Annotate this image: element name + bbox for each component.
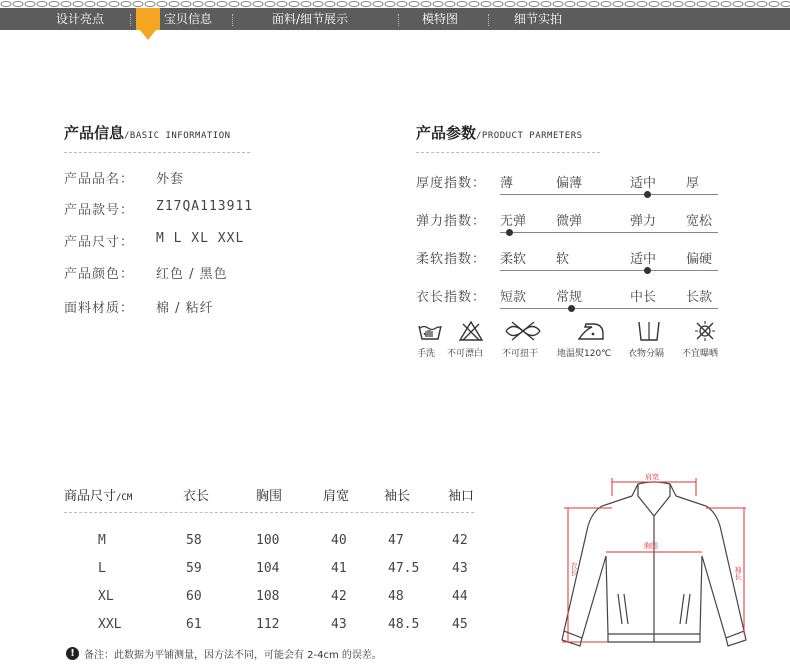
param-option: 软: [556, 252, 570, 267]
size-table-cell: 42: [452, 533, 468, 548]
nav-model-photos[interactable]: 模特图: [422, 12, 459, 26]
param-label: 衣长指数：: [416, 290, 487, 305]
chain-border: [0, 0, 790, 8]
size-table-cell: 40: [331, 533, 347, 548]
size-table-cell: 47: [388, 533, 404, 548]
size-table-cell: 47.5: [388, 561, 420, 576]
size-table-cell: 48: [388, 589, 404, 604]
size-table-cell: XL: [98, 589, 114, 604]
nav-product-info[interactable]: 宝贝信息: [164, 12, 213, 26]
info-label-material: 面料材质：: [64, 301, 135, 316]
param-option: 偏薄: [556, 176, 583, 191]
nav-design-highlights[interactable]: 设计亮点: [56, 12, 105, 26]
size-table-cell: 44: [452, 589, 468, 604]
param-option: 适中: [630, 252, 657, 267]
size-table-cell: 43: [452, 561, 468, 576]
chest-label: 胸围: [644, 542, 658, 550]
param-selected-dot: [644, 191, 651, 198]
param-option: 长款: [686, 290, 713, 305]
info-label-style-no: 产品款号：: [64, 203, 135, 218]
param-scale-line: [500, 232, 718, 233]
size-table-cell: 104: [256, 561, 280, 576]
jacket-outline-icon: [562, 482, 746, 646]
param-option: 薄: [500, 176, 514, 191]
size-table-header-length: 衣长: [183, 489, 210, 504]
param-option: 常规: [556, 290, 583, 305]
nav-divider: [398, 14, 399, 26]
info-value-style-no: Z17QA113911: [156, 199, 254, 214]
size-table-cell: 112: [256, 617, 280, 632]
param-label: 厚度指数：: [416, 176, 487, 191]
size-table-cell: 108: [256, 589, 280, 604]
size-table-cell: 100: [256, 533, 280, 548]
info-label-sizes: 产品尺寸：: [64, 235, 135, 250]
param-selected-dot: [644, 267, 651, 274]
param-label: 弹力指数：: [416, 214, 487, 229]
size-table-header-chest: 胸围: [256, 489, 283, 504]
info-icon: !: [66, 647, 79, 660]
info-value-sizes: M L XL XXL: [156, 231, 245, 246]
info-value-name: 外套: [156, 172, 185, 187]
top-nav: [0, 8, 790, 30]
size-table-cell: 48.5: [388, 617, 420, 632]
size-table-cell: 60: [186, 589, 202, 604]
size-table-header-cuff: 袖口: [448, 489, 475, 504]
no-bleach-icon: [458, 320, 484, 342]
info-value-material: 棉 / 粘纤: [156, 301, 214, 316]
size-table-cell: L: [98, 561, 106, 576]
care-label-separate: 衣物分隔: [628, 349, 665, 359]
divider: [416, 152, 600, 153]
care-label-no-bleach: 不可漂白: [447, 349, 484, 359]
size-table-cell: 43: [331, 617, 347, 632]
param-option: 宽松: [686, 214, 713, 229]
sleeve-label: 袖长: [734, 566, 742, 580]
size-table-cell: 61: [186, 617, 202, 632]
param-option: 无弹: [500, 214, 527, 229]
param-option: 中长: [630, 290, 657, 305]
jacket-measurement-diagram: [554, 466, 754, 666]
size-table-cell: 58: [186, 533, 202, 548]
separate-wash-icon: [636, 320, 662, 342]
param-selected-dot: [568, 305, 575, 312]
nav-fabric-details[interactable]: 面料/细节展示: [272, 12, 349, 26]
size-table-header-shoulder: 肩宽: [323, 489, 350, 504]
product-info-heading: 产品信息/BASIC INFORMATION: [64, 124, 231, 142]
size-table-cell: 59: [186, 561, 202, 576]
product-params-heading: 产品参数/PRODUCT PARMETERS: [416, 124, 583, 142]
care-label-hand-wash: 手洗: [417, 349, 436, 359]
param-scale-line: [500, 194, 718, 195]
care-label-no-sun: 不宜曝晒: [682, 349, 719, 359]
size-table-cell: 45: [452, 617, 468, 632]
size-table-cell: XXL: [98, 617, 122, 632]
divider: [64, 152, 250, 153]
size-table-cell: M: [98, 533, 106, 548]
param-option: 适中: [630, 176, 657, 191]
length-label: 衣长: [570, 562, 578, 576]
param-label: 柔软指数：: [416, 252, 487, 267]
param-option: 弹力: [630, 214, 657, 229]
size-table-header-size: 商品尺寸/CM: [64, 489, 133, 504]
param-selected-dot: [506, 229, 513, 236]
param-option: 短款: [500, 290, 527, 305]
divider: [64, 512, 474, 513]
hand-wash-icon: [417, 320, 443, 342]
size-table-header-sleeve: 袖长: [384, 489, 411, 504]
param-option: 偏硬: [686, 252, 713, 267]
active-nav-marker: [136, 8, 160, 40]
size-table-cell: 42: [331, 589, 347, 604]
care-label-no-wring: 不可扭干: [502, 349, 539, 359]
care-label-low-iron: 地温熨120℃: [557, 349, 612, 359]
nav-divider: [232, 14, 233, 26]
info-value-colors: 红色 / 黑色: [156, 267, 228, 282]
param-scale-line: [500, 308, 718, 309]
nav-divider: [130, 14, 131, 26]
param-option: 柔软: [500, 252, 527, 267]
info-label-name: 产品品名：: [64, 172, 135, 187]
nav-divider: [488, 14, 489, 26]
nav-detail-shots[interactable]: 细节实拍: [514, 12, 563, 26]
low-iron-icon: [576, 320, 606, 342]
no-sun-dry-icon: [692, 320, 718, 342]
param-scale-line: [500, 270, 718, 271]
info-label-colors: 产品颜色：: [64, 267, 135, 282]
shoulder-label: 肩宽: [645, 473, 659, 481]
size-table-cell: 41: [331, 561, 347, 576]
param-option: 微弹: [556, 214, 583, 229]
no-wring-icon: [503, 320, 543, 342]
param-option: 厚: [686, 176, 700, 191]
size-note: 备注：此数据为平铺测量，因方法不同，可能会有 2-4cm 的误差。: [84, 650, 382, 661]
